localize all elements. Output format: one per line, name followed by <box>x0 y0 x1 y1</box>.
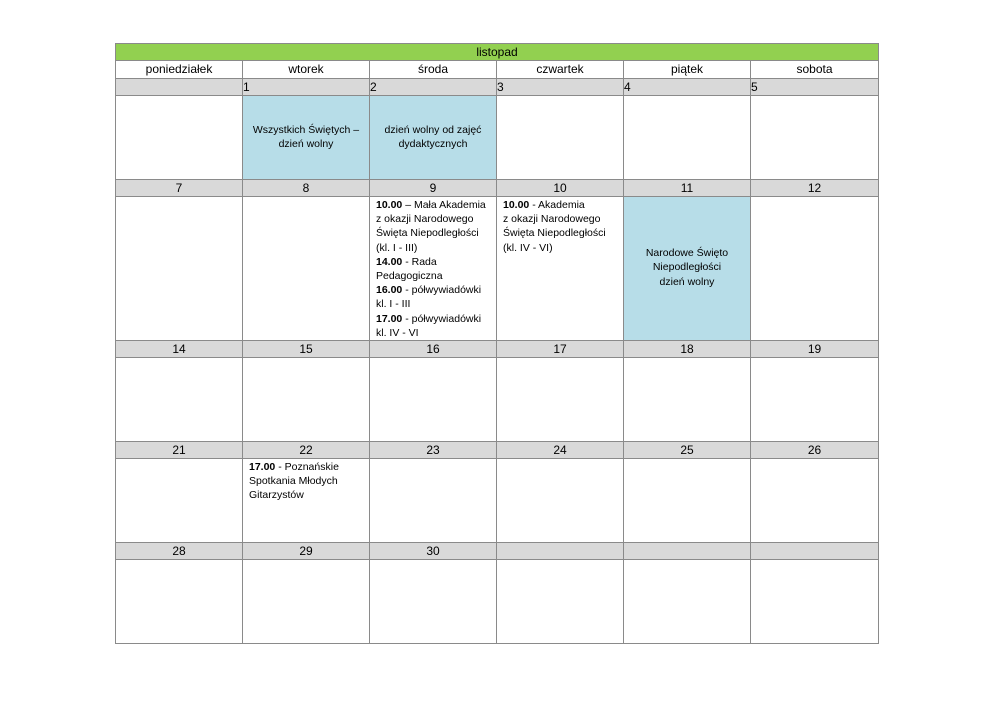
event-item <box>376 198 492 212</box>
event-list <box>497 197 623 255</box>
day-number: 23 <box>370 442 497 459</box>
event-item <box>376 255 492 269</box>
event-detail: Spotkania Młodych <box>249 475 338 488</box>
day-number-row <box>116 341 879 358</box>
calendar-table <box>115 43 879 644</box>
event-item <box>249 460 365 474</box>
day-number: 18 <box>624 341 751 358</box>
day-cell[interactable] <box>370 96 497 180</box>
weekday-header: środa <box>370 61 497 79</box>
holiday-note <box>624 197 750 338</box>
event-time: 14.00 <box>376 255 403 268</box>
day-cell[interactable] <box>243 560 370 644</box>
event-detail: z okazji Narodowego <box>376 213 474 226</box>
day-number-row <box>116 180 879 197</box>
events-row <box>116 96 879 180</box>
event-separator: – <box>402 199 414 211</box>
day-cell[interactable] <box>370 560 497 644</box>
weekday-header: piątek <box>624 61 751 79</box>
month-title-row <box>116 44 879 61</box>
event-detail: (kl. I - III) <box>376 241 418 254</box>
event-list <box>370 197 496 340</box>
day-number: 26 <box>751 442 879 459</box>
day-cell[interactable] <box>497 197 624 341</box>
weekday-header: sobota <box>751 61 879 79</box>
day-number: 12 <box>751 180 879 197</box>
events-row <box>116 560 879 644</box>
day-number: 24 <box>497 442 624 459</box>
weekday-header: czwartek <box>497 61 624 79</box>
day-cell[interactable] <box>751 197 879 341</box>
event-detail: z okazji Narodowego <box>503 213 601 226</box>
day-number <box>116 79 243 96</box>
day-number: 1 <box>243 79 370 96</box>
day-number <box>624 543 751 560</box>
day-cell[interactable] <box>751 96 879 180</box>
day-cell[interactable] <box>751 358 879 442</box>
day-cell[interactable] <box>116 197 243 341</box>
day-number: 7 <box>116 180 243 197</box>
day-number: 14 <box>116 341 243 358</box>
event-title: Poznańskie <box>284 461 339 474</box>
holiday-line: dzień wolny od zajęć <box>384 124 482 136</box>
event-list <box>243 459 369 503</box>
day-cell[interactable] <box>497 358 624 442</box>
day-cell[interactable] <box>243 358 370 442</box>
holiday-line: dydaktycznych <box>398 138 468 151</box>
day-cell[interactable] <box>497 96 624 180</box>
event-time: 10.00 <box>376 199 403 211</box>
day-number: 30 <box>370 543 497 560</box>
event-title: Rada <box>411 255 437 268</box>
event-separator: - <box>402 255 412 268</box>
event-item <box>376 312 492 326</box>
day-number: 2 <box>370 79 497 96</box>
day-number: 9 <box>370 180 497 197</box>
day-number-row <box>116 442 879 459</box>
event-time: 17.00 <box>249 461 276 474</box>
weekday-header: wtorek <box>243 61 370 79</box>
event-title: półwywiadówki <box>411 284 482 297</box>
event-separator: - <box>275 461 285 474</box>
weekday-header: poniedziałek <box>116 61 243 79</box>
day-number: 11 <box>624 180 751 197</box>
event-detail: kl. IV - VI <box>376 326 419 339</box>
event-item <box>376 283 492 297</box>
day-cell[interactable] <box>116 459 243 543</box>
event-title: półwywiadówki <box>411 312 482 325</box>
event-time: 16.00 <box>376 284 403 297</box>
event-detail: Pedagogiczna <box>376 270 443 283</box>
day-cell[interactable] <box>243 96 370 180</box>
events-row <box>116 358 879 442</box>
day-number: 10 <box>497 180 624 197</box>
day-cell[interactable] <box>624 197 751 341</box>
event-item <box>503 198 619 212</box>
day-number: 3 <box>497 79 624 96</box>
event-title: Mała Akademia <box>413 199 486 211</box>
holiday-line: dzień wolny <box>278 138 334 151</box>
month-title: listopad <box>116 44 879 61</box>
day-cell[interactable] <box>624 459 751 543</box>
event-time: 10.00 <box>503 199 530 211</box>
events-row <box>116 197 879 341</box>
weekday-header-row <box>116 61 879 79</box>
event-detail: (kl. IV - VI) <box>503 241 553 254</box>
day-number: 28 <box>116 543 243 560</box>
day-cell[interactable] <box>624 96 751 180</box>
day-cell[interactable] <box>497 459 624 543</box>
day-cell[interactable] <box>116 358 243 442</box>
day-cell[interactable] <box>243 459 370 543</box>
calendar-body <box>116 44 879 644</box>
event-separator: - <box>402 312 412 325</box>
day-number-row <box>116 543 879 560</box>
holiday-line: Niepodległości <box>652 261 722 274</box>
day-cell[interactable] <box>370 459 497 543</box>
day-number: 8 <box>243 180 370 197</box>
day-number: 22 <box>243 442 370 459</box>
events-row <box>116 459 879 543</box>
day-number: 21 <box>116 442 243 459</box>
day-cell[interactable] <box>497 560 624 644</box>
day-number: 25 <box>624 442 751 459</box>
day-number <box>497 543 624 560</box>
holiday-note <box>243 96 369 151</box>
day-number: 4 <box>624 79 751 96</box>
day-cell[interactable] <box>243 197 370 341</box>
day-number: 19 <box>751 341 879 358</box>
event-detail: kl. I - III <box>376 298 411 311</box>
holiday-line: Wszystkich Świętych – <box>252 124 360 136</box>
day-cell[interactable] <box>370 197 497 341</box>
day-number: 17 <box>497 341 624 358</box>
holiday-note <box>370 96 496 151</box>
day-cell[interactable] <box>751 560 879 644</box>
day-cell[interactable] <box>624 358 751 442</box>
day-cell[interactable] <box>751 459 879 543</box>
event-separator: - <box>529 199 539 211</box>
event-detail: Gitarzystów <box>249 489 304 502</box>
day-number: 16 <box>370 341 497 358</box>
day-number-row <box>116 79 879 96</box>
day-cell[interactable] <box>116 560 243 644</box>
holiday-line: Narodowe Święto <box>645 247 729 260</box>
day-number <box>751 543 879 560</box>
event-detail: Święta Niepodległości <box>503 227 606 240</box>
event-title: Akademia <box>538 199 585 211</box>
day-number: 15 <box>243 341 370 358</box>
event-detail: Święta Niepodległości <box>376 227 479 240</box>
event-time: 17.00 <box>376 312 403 325</box>
day-number: 5 <box>751 79 879 96</box>
day-cell[interactable] <box>624 560 751 644</box>
day-cell[interactable] <box>370 358 497 442</box>
day-cell[interactable] <box>116 96 243 180</box>
holiday-line: dzień wolny <box>659 275 715 288</box>
event-separator: - <box>402 284 412 297</box>
day-number: 29 <box>243 543 370 560</box>
